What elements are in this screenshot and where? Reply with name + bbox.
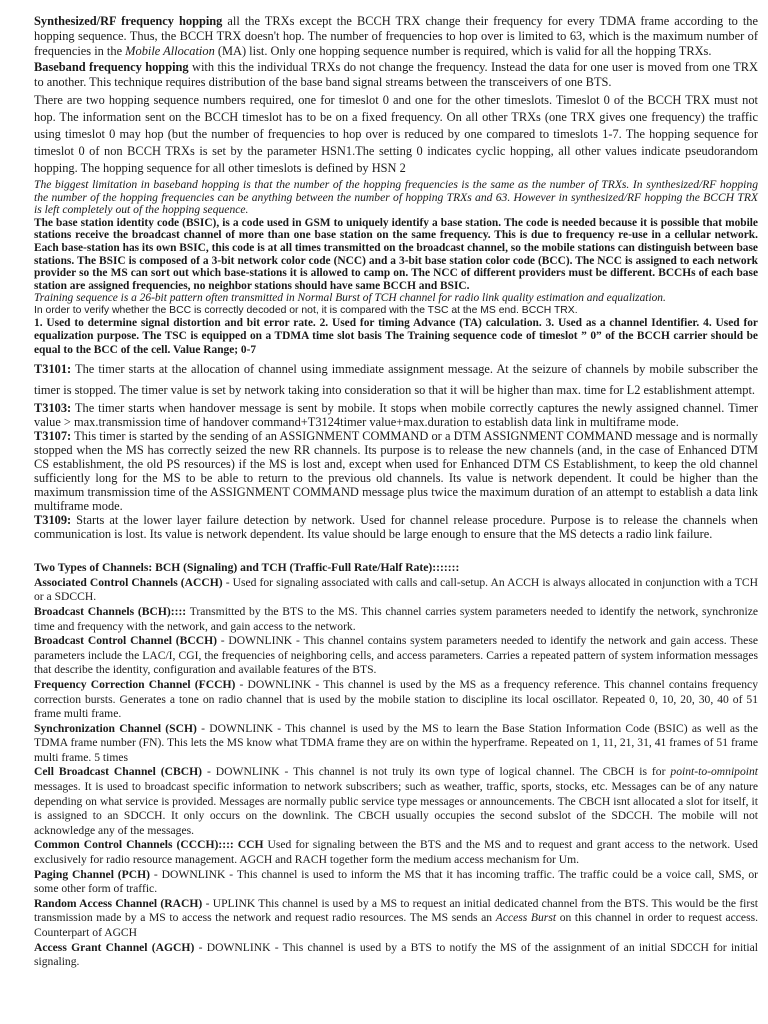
training-sequence-paragraph: Training sequence is a 26-bit pattern often transmitted in Normal Burst of TCH channel for radio link quality estimation and equalization. bbox=[34, 292, 666, 305]
timer-t3107 bbox=[34, 429, 758, 513]
timer-t3109 bbox=[34, 513, 758, 541]
timer-text: This timer is started by the sending of an ASSIGNMENT COMMAND or a DTM ASSIGNMENT COMMAND message and is normally stopped when the MS has correctly seized the new RR channels. Its purpose is to release the new channels (and, in the case of Enhanced DTM CS establishment, the old PS resources) if the MS is lost and, except when used for Enhanced DTM CS Establishment, to keep the old channel sufficiently long for the MS to be able to return to the previous old channels. Its value is network dependent. It could be higher than the maximum transmission time of the ASSIGNMENT COMMAND message plus twice the maximum duration of an attempt to establish a data link multiframe mode. bbox=[34, 429, 758, 514]
channel-italic: Access Burst bbox=[495, 911, 557, 925]
limitation-paragraph: The biggest limitation in baseband hopping is that the number of the hopping frequencies is the same as the number of TRXs. In synthesized/RF hopping the number of the hopping frequencies can be anything between the number of hopping TRXs and 63. However in synthesized/RF hopping the BCCH TRX is left completely out of the hopping sequence. bbox=[34, 178, 758, 217]
timer-name: T3109: bbox=[34, 513, 72, 528]
channel-name: Cell Broadcast Channel (CBCH) bbox=[34, 765, 202, 779]
timer-text: The timer starts when handover message is sent by mobile. It stops when mobile correctly captures the newly assigned channel. Timer value > max.transmission time of handover command+T3124timer value+max.duration to establish data link in multiframe mode. bbox=[34, 401, 758, 430]
channel-name: Associated Control Channels (ACCH) bbox=[34, 575, 223, 589]
synth-hop-text1: all the TRXs except the BCCH TRX change their frequency for every TDMA frame according to the hopping sequence. Thus, the BCCH TRX doesn't hop. The number of frequencies to hop over is limited to 63, which is the maximum number of frequencies in the bbox=[34, 14, 759, 59]
channel-acch bbox=[34, 576, 758, 605]
bsic-paragraph: The base station identity code (BSIC), is a code used in GSM to uniquely identify a base station. The code is needed because it is possible that mobile stations receive the broadcast channel of more than one base station on the same frequency. This is due to frequency re-use in a cellular network. Each base-station has its own BSIC, this code is at all times transmitted on the broadcast channel, so the mobile stations can distinguish between base stations. The BSIC is composed of a 3-bit network color code (NCC) and a 3-bit base station color code (BCC). The NCC is assigned to each network provider so the MS can sort out which base-stations it is allowed to camp on. The NCC of different providers must be different. BCCHs of each base station are assigned frequencies, no neighbor stations should have same BCCH and BSIC. bbox=[34, 216, 758, 292]
channel-text: - UPLINK This channel is used by a MS to request an initial dedicated channel from the BTS. This would be the first transmission made by a MS to access the network and request radio resources. The MS sends an bbox=[34, 896, 758, 925]
channel-name: Paging Channel (PCH) bbox=[34, 867, 150, 881]
channel-text: - DOWNLINK - This channel is not truly its own type of logical channel. The CBCH is for bbox=[202, 765, 671, 779]
channel-bch bbox=[34, 605, 758, 634]
channel-text: Used for signaling between the BTS and the MS and to request and grant access to the network. Used exclusively for radio resource management. AGCH and RACH together form the medium access mechanism for Um. bbox=[34, 838, 758, 867]
bcc-check-paragraph: In order to verify whether the BCC is correctly decoded or not, it is compared with the TSC at the MS end. BCCH TRX. bbox=[34, 304, 578, 316]
synth-hop-paragraph bbox=[34, 14, 758, 60]
baseband-hop-paragraph bbox=[34, 60, 758, 90]
channel-pch bbox=[34, 868, 758, 897]
timer-text: Starts at the lower layer failure detection by network. Used for channel release procedure. Purpose is to release the channels when communication is lost. Its value is network dependent. Its value should be large enough to ensure that the MS detects a radio link failure. bbox=[34, 513, 758, 542]
synth-hop-term: Synthesized/RF frequency hopping bbox=[34, 14, 223, 28]
channel-name: Broadcast Channels (BCH):::: bbox=[34, 604, 187, 618]
ma-term: Mobile Allocation bbox=[125, 44, 215, 59]
channels-heading: Two Types of Channels: BCH (Signaling) and TCH (Traffic-Full Rate/Half Rate)::::::: bbox=[34, 561, 460, 575]
hopping-sequences-paragraph: There are two hopping sequence numbers required, one for timeslot 0 and one for the other timeslots. Timeslot 0 of the BCCH TRX must not hop. The information sent on the BCCH timeslot has to be on a fixed frequency. On all other TRXs (one TRX gives one frequency) the traffic using timeslot 0 may hop (but the number of frequencies to hop over is reduced by one compared to timeslots 1-7. The hopping sequence for timeslot 0 of non BCCH TRXs is set by the parameter HSN1.The setting 0 indicates cyclic hopping, all other values indicate pseudorandom hopping. The hopping sequence for all other timeslots is defined by HSN 2 bbox=[34, 93, 758, 176]
channel-text: - DOWNLINK - This channel is used by a BTS to notify the MS of the assignment of an initial SDCCH for initial signaling. bbox=[34, 940, 758, 969]
channel-bcch bbox=[34, 634, 758, 678]
channel-text: - DOWNLINK - This channel is used by the MS to learn the Base Station Information Code (BSIC) as well as the TDMA frame number (FN). This lets the MS know what TDMA frame they are on within the hyperframe. Repeated on 1, 11, 21, 31, 41 frames of 51 frame multi frame. 5 times bbox=[34, 721, 758, 764]
tsc-uses-paragraph: 1. Used to determine signal distortion and bit error rate. 2. Used for timing Advance (TA) calculation. 3. Used as a channel Identifier. 4. Used for equalization purpose. The TSC is equipped on a TDMA time slot basis The Training sequence code of timeslot ” 0” of the BCCH carrier should be equal to the BCC of the cell. Value Range; 0-7 bbox=[34, 316, 758, 356]
channel-text: - DOWNLINK - This channel is used to inform the MS that it has incoming traffic. The traffic could be a voice call, SMS, or some other form of traffic. bbox=[34, 867, 758, 896]
channel-name: Random Access Channel (RACH) bbox=[34, 896, 203, 910]
channel-text: - Used for signaling associated with calls and call-setup. An ACCH is always allocated in conjunction with a TCH or a SDCCH. bbox=[34, 575, 758, 604]
timer-text: The timer starts at the allocation of channel using immediate assignment message. At the seizure of channels by mobile subscriber the timer is stopped. The timer value is set by network taking into consideration so that it will be higher than max. time for L2 establishment attempt. bbox=[34, 362, 758, 398]
baseband-hop-text: with this the individual TRXs do not change the frequency. Instead the data for one user is moved from one TRX to another. This technique requires distribution of the base band signal streams between the transceivers of one BTS. bbox=[34, 59, 759, 89]
channel-cbch bbox=[34, 765, 758, 838]
channel-text: - DOWNLINK - This channel is used by the MS as a frequency reference. This channel contains frequency correction bursts. Generates a tone on radio channel that is used by the mobile station to discipline its local oscillator. Repeated 0, 10, 20, 30, 40 of 51 frame multi frame. bbox=[34, 677, 759, 721]
timer-name: T3101: bbox=[34, 362, 72, 377]
channel-name: Frequency Correction Channel (FCCH) bbox=[34, 677, 236, 691]
channel-italic: point-to-omnipoint bbox=[670, 765, 758, 779]
channel-name: Common Control Channels (CCCH):::: CCH bbox=[34, 838, 264, 852]
channel-text2: messages. It is used to broadcast specific information to network subscribers; such as weather, traffic, sports, stocks, etc. Messages can be of any nature depending on what service is provided. Messages are normally public service type messages or announcements. The CBCH isnt allocated a slot for itself, it is assigned to an SDCCH. It only occurs on the downlink. The CBCH usually occupies the second subslot of the SDCCH. The mobile will not acknowledge any of the messages. bbox=[34, 780, 758, 837]
channel-agch bbox=[34, 941, 758, 970]
timer-name: T3103: bbox=[34, 401, 72, 416]
channel-ccch bbox=[34, 838, 758, 867]
channel-text2: on this channel in order to request access. Counterpart of AGCH bbox=[34, 911, 758, 940]
timer-t3101 bbox=[34, 359, 758, 401]
channel-name: Synchronization Channel (SCH) bbox=[34, 721, 197, 735]
channel-name: Access Grant Channel (AGCH) bbox=[34, 940, 195, 954]
channel-name: Broadcast Control Channel (BCCH) bbox=[34, 634, 217, 648]
channel-text: - DOWNLINK - This channel contains system parameters needed to identify the network and gain access. These parameters include the LAC/I, CGI, the frequencies of neighboring cells, and access parameters. Carries a repeated pattern of system information messages that describe the identity, configuration and available features of the BTS. bbox=[34, 634, 758, 677]
channel-fcch bbox=[34, 678, 758, 722]
timer-name: T3107: bbox=[34, 429, 72, 444]
channel-sch bbox=[34, 722, 758, 766]
channel-rach bbox=[34, 897, 758, 941]
timer-t3103 bbox=[34, 401, 758, 429]
channel-text: Transmitted by the BTS to the MS. This channel carries system parameters needed to identify the network, synchronize time and frequency with the network, and gain access to the network. bbox=[34, 604, 758, 633]
synth-hop-text2: (MA) list. Only one hopping sequence number is required, which is valid for all the hopping TRXs. bbox=[214, 44, 712, 59]
baseband-hop-term: Baseband frequency hopping bbox=[34, 59, 189, 74]
